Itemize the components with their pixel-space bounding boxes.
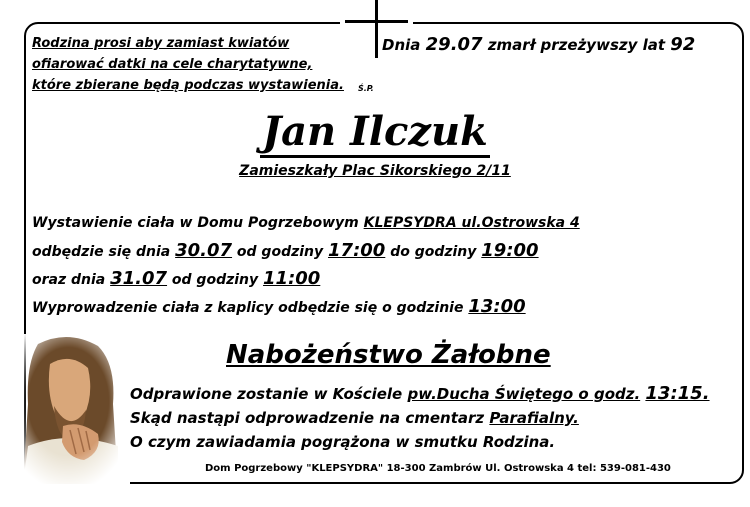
- death-date: 29.07: [425, 34, 483, 55]
- service-text: Odprawione zostanie w Kościele: [130, 385, 403, 403]
- viewing-line-3: [32, 265, 580, 293]
- viewing-details: [32, 209, 580, 321]
- service-text: Skąd nastąpi odprowadzenie na cmentarz: [130, 409, 485, 427]
- service-details: [130, 382, 710, 454]
- death-info: [382, 34, 695, 55]
- death-middle: zmarł przeżywszy lat: [487, 36, 666, 54]
- viewing-time-to: 19:00: [481, 240, 539, 261]
- viewing-date-1: 30.07: [175, 240, 233, 261]
- service-time: 13:15.: [645, 383, 710, 404]
- note-line-3: które zbierane będą podczas wystawienia.: [32, 78, 344, 93]
- death-prefix: Dnia: [382, 36, 421, 54]
- service-title: Nabożeństwo Żałobne: [226, 340, 551, 370]
- address: Zamieszkały Plac Sikorskiego 2/11: [239, 163, 511, 179]
- viewing-line-1: [32, 209, 580, 237]
- service-line-3: O czym zawiadamia pogrążona w smutku Rodzina.: [130, 433, 556, 451]
- cemetery-name: Parafialny.: [489, 409, 579, 427]
- note-line-1: Rodzina prosi aby zamiast kwiatów: [32, 36, 290, 51]
- church-name: pw.Ducha Świętego o godz.: [407, 385, 641, 403]
- viewing-line-2: [32, 237, 580, 265]
- service-line-1: [130, 382, 710, 406]
- note-line-2: ofiarować datki na cele charytatywne,: [32, 57, 313, 72]
- viewing-line-4: [32, 293, 580, 321]
- sp-label: Ś.P.: [358, 84, 374, 93]
- viewing-text: do godziny: [390, 244, 477, 260]
- viewing-text: od godziny: [236, 244, 324, 260]
- death-age: 92: [670, 34, 696, 55]
- viewing-text: od godziny: [171, 272, 259, 288]
- departure-time: 13:00: [468, 296, 526, 317]
- deceased-name-wrap: [0, 108, 750, 155]
- viewing-text: Wystawienie ciała w Domu Pogrzebowym: [32, 215, 359, 231]
- praying-jesus-image: [18, 334, 130, 484]
- address-wrap: [0, 163, 750, 179]
- viewing-text: oraz dnia: [32, 272, 106, 288]
- viewing-date-2: 31.07: [110, 268, 168, 289]
- cross-vertical: [375, 0, 378, 58]
- deceased-name: Jan Ilczuk: [260, 108, 490, 158]
- viewing-text: odbędzie się dnia: [32, 244, 171, 260]
- funeral-home-footer: Dom Pogrzebowy "KLEPSYDRA" 18-300 Zambrów Ul. Ostrowska 4 tel: 539-081-430: [205, 463, 671, 474]
- service-line-2: [130, 406, 710, 430]
- viewing-time-2: 11:00: [263, 268, 321, 289]
- funeral-home-address: KLEPSYDRA ul.Ostrowska 4: [363, 215, 580, 231]
- cross-horizontal: [345, 20, 408, 23]
- viewing-text: Wyprowadzenie ciała z kaplicy odbędzie się o godzinie: [32, 300, 464, 316]
- viewing-time-from: 17:00: [328, 240, 386, 261]
- family-note: [32, 33, 362, 96]
